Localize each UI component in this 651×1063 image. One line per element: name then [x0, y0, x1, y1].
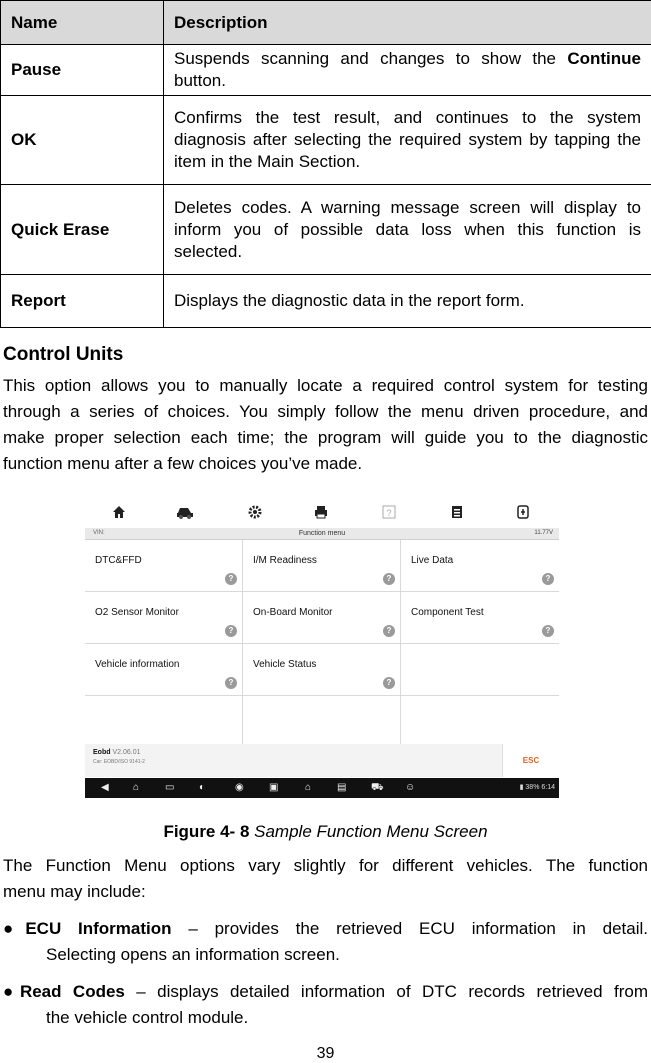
- paragraph-line: This option allows you to manually locate a required control system for testing: [3, 376, 648, 395]
- table-row: [1, 45, 651, 96]
- bullet-term: Read Codes: [19, 982, 125, 1001]
- paragraph-line: make proper selection each time; the program will guide you to the diagnostic: [3, 428, 648, 447]
- recent-apps-icon[interactable]: ▭: [165, 782, 175, 793]
- paragraph-line: menu may include:: [3, 882, 146, 901]
- help-icon[interactable]: ?: [383, 573, 395, 585]
- table-row: [1, 96, 651, 185]
- home-nav-icon[interactable]: ⌂: [133, 782, 140, 793]
- vehicle-protocol: Car: EOBD/ISO 9141-2: [93, 759, 145, 765]
- figure-caption: [0, 822, 651, 842]
- app-name: Eobd V2.06.01: [93, 749, 141, 756]
- settings-icon[interactable]: [245, 504, 265, 522]
- vehicle-shortcut-icon[interactable]: ⛟: [371, 782, 384, 793]
- paragraph-line: The Function Menu options vary slightly for different vehicles. The function: [3, 856, 648, 875]
- table-header-row: [1, 1, 651, 45]
- home-shortcut-icon[interactable]: ⌂: [305, 782, 312, 793]
- menu-item-on-board-monitor[interactable]: On-Board Monitor ?: [243, 592, 400, 643]
- function-menu-screenshot: [85, 498, 559, 798]
- menu-item-dtc-ffd[interactable]: DTC&FFD ?: [85, 540, 242, 591]
- row-description: Confirms the test result, and continues to the system diagnosis after selecting the required system by tapping the item in the Main Section.: [164, 96, 651, 185]
- row-description: Displays the diagnostic data in the report form.: [164, 275, 651, 328]
- screen-title: Function menu: [298, 530, 346, 537]
- menu-item-empty: [85, 696, 242, 744]
- esc-button[interactable]: ESC: [502, 744, 559, 777]
- home-icon[interactable]: [109, 504, 129, 522]
- paragraph-line: through a series of choices. You simply follow the menu driven procedure, and: [3, 402, 648, 421]
- user-icon[interactable]: ☺: [405, 782, 416, 793]
- paragraph-line: function menu after a few choices you’ve made.: [3, 454, 363, 473]
- function-buttons-table: [0, 0, 651, 328]
- help-icon[interactable]: ?: [542, 625, 554, 637]
- help-icon[interactable]: ?: [225, 573, 237, 585]
- toolbar: [85, 498, 559, 528]
- help-icon[interactable]: ?: [225, 677, 237, 689]
- vehicle-icon[interactable]: [175, 504, 195, 522]
- status-battery-time: ▮ 38% 6:14: [519, 784, 555, 791]
- vin-label: VIN:: [93, 530, 105, 536]
- vci-icon[interactable]: ▤: [337, 782, 347, 793]
- column-header-description: Description: [164, 1, 651, 45]
- app-version: V2.06.01: [112, 749, 141, 756]
- row-name: Quick Erase: [1, 185, 164, 275]
- menu-item-empty: [401, 644, 559, 695]
- menu-item-empty: [401, 696, 559, 744]
- back-icon[interactable]: ◀: [101, 782, 109, 793]
- bullet-term: ECU Information: [25, 919, 172, 938]
- help-icon[interactable]: ?: [383, 677, 395, 689]
- row-name: OK: [1, 96, 164, 185]
- print-icon[interactable]: [311, 504, 331, 522]
- save-icon[interactable]: [447, 504, 467, 522]
- battery-voltage: 11.77V: [534, 530, 553, 536]
- row-description: Suspends scanning and changes to show the Continue button.: [164, 45, 651, 96]
- menu-item-live-data[interactable]: Live Data ?: [401, 540, 559, 591]
- bullet-continuation: Selecting opens an information screen.: [46, 945, 340, 964]
- svg-text:?: ?: [386, 508, 392, 518]
- function-menu-footer: [85, 744, 559, 777]
- body-paragraph: [3, 853, 648, 905]
- menu-item-o2-sensor-monitor[interactable]: O2 Sensor Monitor ?: [85, 592, 242, 643]
- row-name: Pause: [1, 45, 164, 96]
- row-description: Deletes codes. A warning message screen will display to inform you of possible data loss when this function is selected.: [164, 185, 651, 275]
- function-menu-grid: [85, 540, 559, 744]
- table-row: [1, 185, 651, 275]
- table-row: [1, 275, 651, 328]
- android-system-bar: [85, 778, 559, 798]
- menu-item-vehicle-information[interactable]: Vehicle information ?: [85, 644, 242, 695]
- browser-icon[interactable]: ◐: [199, 782, 206, 793]
- help-icon[interactable]: ?: [383, 625, 395, 637]
- menu-item-empty: [243, 696, 400, 744]
- bullet-mark: ●: [3, 919, 26, 938]
- bullet-item: ●Read Codes – displays detailed information of DTC records retrieved from the vehicle control module.: [3, 979, 648, 1031]
- bullet-continuation: the vehicle control module.: [46, 1008, 249, 1027]
- menu-item-component-test[interactable]: Component Test ?: [401, 592, 559, 643]
- intro-paragraph: [3, 373, 648, 477]
- camera-icon[interactable]: ◉: [235, 782, 244, 793]
- gallery-icon[interactable]: ▣: [269, 782, 279, 793]
- page-number: 39: [316, 1045, 335, 1062]
- menu-item-vehicle-status[interactable]: Vehicle Status ?: [243, 644, 400, 695]
- help-icon[interactable]: [379, 504, 399, 522]
- function-menu-header: [85, 528, 559, 540]
- section-title: Control Units: [3, 344, 124, 365]
- exit-icon[interactable]: [513, 504, 533, 522]
- bullet-mark: ●: [3, 982, 20, 1001]
- figure-title: Sample Function Menu Screen: [254, 822, 488, 841]
- bullet-item: ●ECU Information – provides the retrieved ECU information in detail. Selecting opens an information screen.: [3, 916, 648, 968]
- help-icon[interactable]: ?: [542, 573, 554, 585]
- help-icon[interactable]: ?: [225, 625, 237, 637]
- row-name: Report: [1, 275, 164, 328]
- figure-label: Figure 4- 8: [163, 822, 250, 841]
- column-header-name: Name: [1, 1, 164, 45]
- menu-item-im-readiness[interactable]: I/M Readiness ?: [243, 540, 400, 591]
